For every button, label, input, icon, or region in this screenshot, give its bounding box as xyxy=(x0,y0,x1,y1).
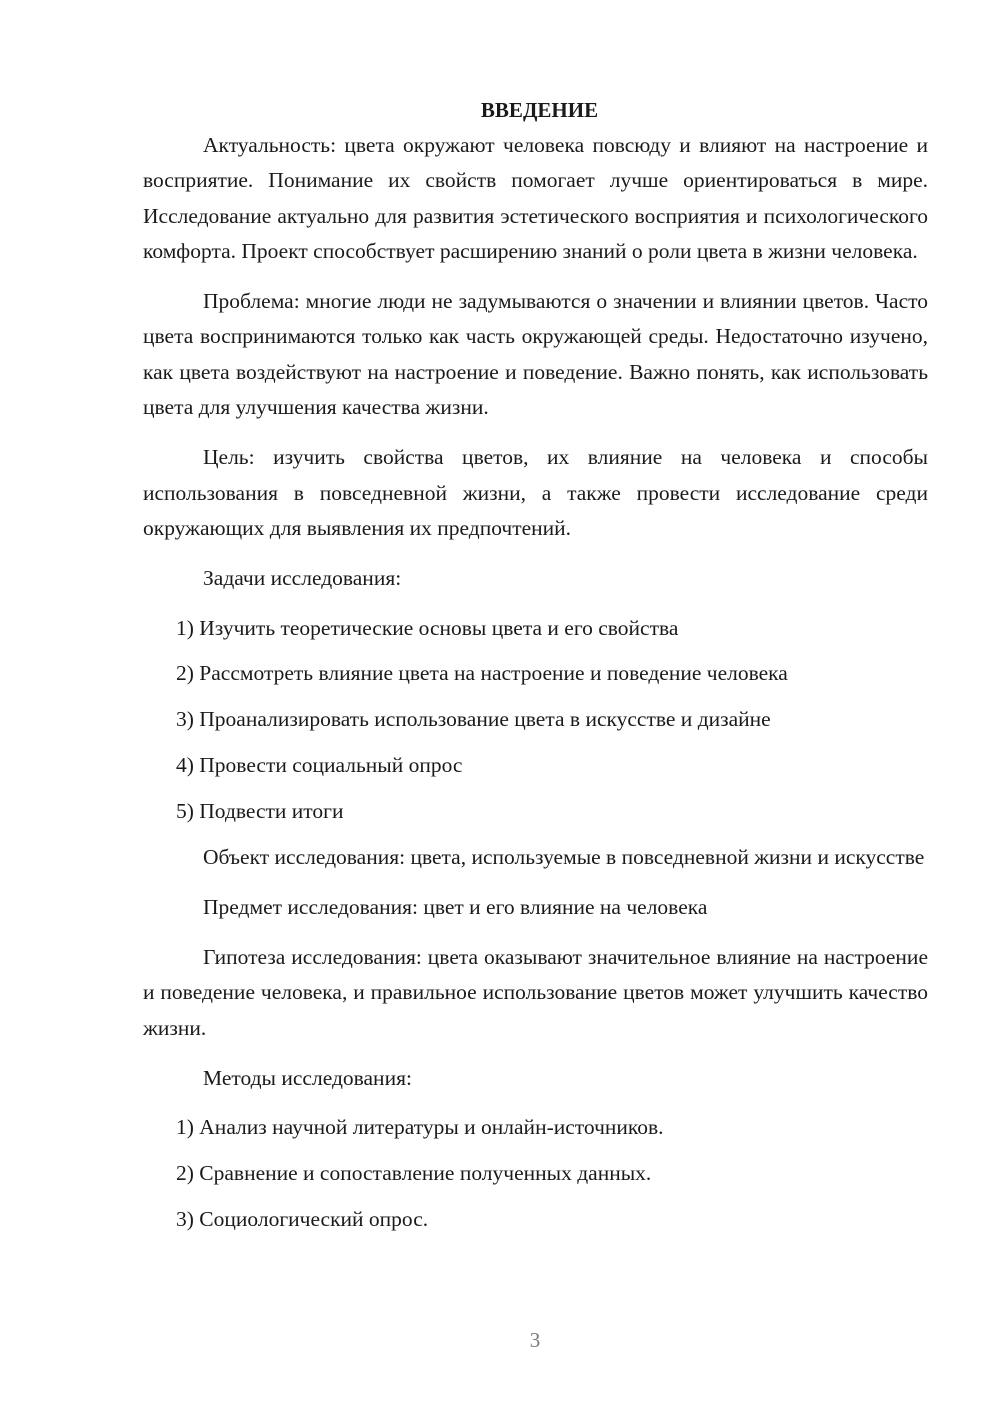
methods-heading: Методы исследования: xyxy=(203,1066,412,1091)
relevance-paragraph: Актуальность: цвета окружают человека повсюду и влияют на настроение и восприятие. Понимание их свойств помогает лучше ориентироваться в мире. Исследование актуально для развития эстетического восприятия и психологического комфорта. Проект способствует расширению знаний о роли цвета в жизни человека. xyxy=(143,133,928,263)
list-item: 2) Рассмотреть влияние цвета на настроение и поведение человека xyxy=(176,661,788,686)
list-item: 3) Социологический опрос. xyxy=(176,1206,429,1231)
page-content xyxy=(143,92,928,1248)
hypothesis-paragraph: Гипотеза исследования: цвета оказывают значительное влияние на настроение и поведение человека, и правильное использование цветов может улучшить качество жизни. xyxy=(143,945,928,1040)
list-item: 5) Подвести итоги xyxy=(176,798,344,823)
goal-paragraph: Цель: изучить свойства цветов, их влияние на человека и способы использования в повседневной жизни, а также провести исследование среди окружающих для выявления их предпочтений. xyxy=(143,445,928,540)
list-item: 1) Изучить теоретические основы цвета и его свойства xyxy=(176,615,679,640)
list-item: 2) Сравнение и сопоставление полученных данных. xyxy=(176,1161,652,1186)
page-number: 3 xyxy=(529,1328,541,1352)
tasks-list xyxy=(143,611,928,829)
list-item: 3) Проанализировать использование цвета в искусстве и дизайне xyxy=(176,707,771,732)
problem-paragraph: Проблема: многие люди не задумываются о значении и влиянии цветов. Часто цвета воспринимаются только как часть окружающей среды. Недостаточно изучено, как цвета воздействуют на настроение и поведение. Важно понять, как использовать цвета для улучшения качества жизни. xyxy=(143,289,928,420)
list-item: 4) Провести социальный опрос xyxy=(176,752,463,777)
object-paragraph: Объект исследования: цвета, используемые в повседневной жизни и искусстве xyxy=(203,844,925,869)
methods-list xyxy=(143,1110,928,1237)
list-item: 1) Анализ научной литературы и онлайн-источников. xyxy=(176,1115,664,1140)
page-title: ВВЕДЕНИЕ xyxy=(480,98,599,122)
tasks-heading: Задачи исследования: xyxy=(203,566,402,591)
subject-paragraph: Предмет исследования: цвет и его влияние на человека xyxy=(203,894,708,919)
